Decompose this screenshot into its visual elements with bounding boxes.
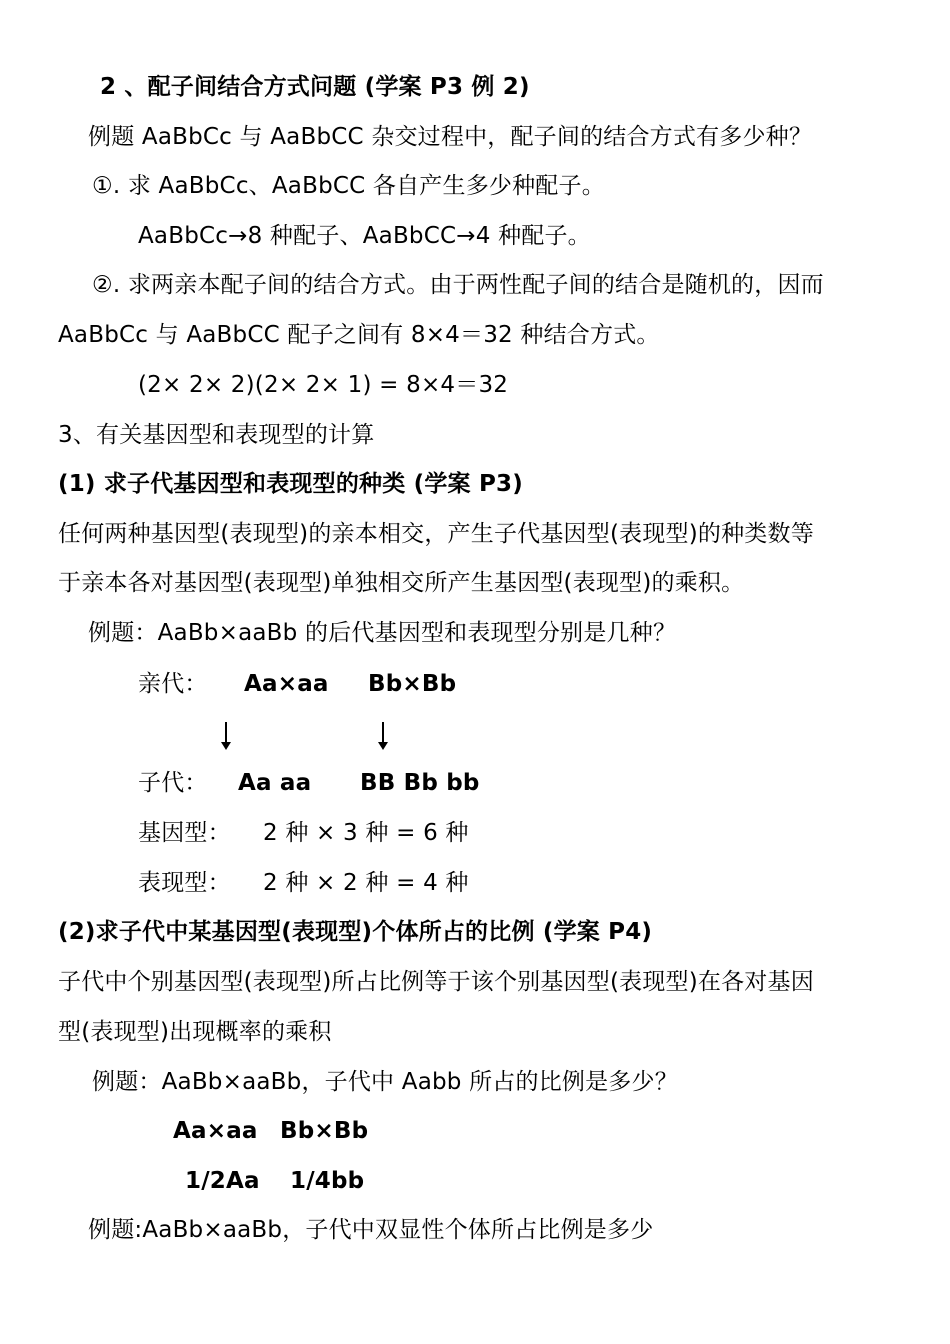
example-question-1: 例题 AaBbCc 与 AaBbCC 杂交过程中，配子间的结合方式有多少种？ (88, 124, 813, 150)
parent-label: 亲代： (138, 671, 208, 697)
down-arrow-icon (382, 722, 384, 744)
ratio-a: 1/2Aa (185, 1168, 260, 1194)
formula-line: (2× 2× 2)(2× 2× 1) = 8×4＝32 (138, 372, 509, 398)
step-1-answer: AaBbCc→8 种配子、AaBbCC→4 种配子。 (138, 223, 591, 249)
section-3-heading: 3、有关基因型和表现型的计算 (58, 422, 375, 448)
example-question-2: 例题：AaBb×aaBb 的后代基因型和表现型分别是几种？ (88, 620, 677, 646)
step-2-continued: AaBbCc 与 AaBbCC 配子之间有 8×4＝32 种结合方式。 (58, 322, 660, 348)
example-question-3: 例题：AaBb×aaBb，子代中 Aabb 所占的比例是多少？ (92, 1069, 678, 1095)
phenotype-label: 表现型： (138, 870, 231, 896)
rule-text-4: 型(表现型)出现概率的乘积 (58, 1019, 332, 1045)
cross-b: Bb×Bb (280, 1118, 369, 1144)
genotype-label: 基因型： (138, 820, 231, 846)
genotype-calc: 2 种 × 3 种 = 6 种 (263, 820, 469, 846)
rule-text-2: 于亲本各对基因型(表现型)单独相交所产生基因型(表现型)的乘积。 (58, 570, 745, 596)
offspring-b: BB Bb bb (360, 770, 480, 796)
cross-a: Aa×aa (173, 1118, 258, 1144)
subsection-2-heading: (2)求子代中某基因型(表现型)个体所占的比例 (学案 P4) (58, 919, 653, 945)
offspring-a: Aa aa (238, 770, 312, 796)
step-1-text: ①. 求 AaBbCc、AaBbCC 各自产生多少种配子。 (92, 173, 605, 199)
example-question-4: 例题:AaBb×aaBb，子代中双显性个体所占比例是多少 (88, 1217, 654, 1243)
step-2-text: ②. 求两亲本配子间的结合方式。由于两性配子间的结合是随机的，因而 (92, 272, 824, 298)
rule-text-1: 任何两种基因型(表现型)的亲本相交，产生子代基因型(表现型)的种类数等 (58, 521, 814, 547)
parent-cross-a: Aa×aa (244, 671, 329, 697)
offspring-label: 子代： (138, 770, 208, 796)
ratio-b: 1/4bb (290, 1168, 365, 1194)
subsection-1-heading: (1) 求子代基因型和表现型的种类 (学案 P3) (58, 471, 523, 497)
down-arrow-icon (225, 722, 227, 744)
section-2-heading: 2 、配子间结合方式问题 (学案 P3 例 2) (100, 74, 530, 100)
phenotype-calc: 2 种 × 2 种 = 4 种 (263, 870, 469, 896)
rule-text-3: 子代中个别基因型(表现型)所占比例等于该个别基因型(表现型)在各对基因 (58, 969, 814, 995)
parent-cross-b: Bb×Bb (368, 671, 457, 697)
